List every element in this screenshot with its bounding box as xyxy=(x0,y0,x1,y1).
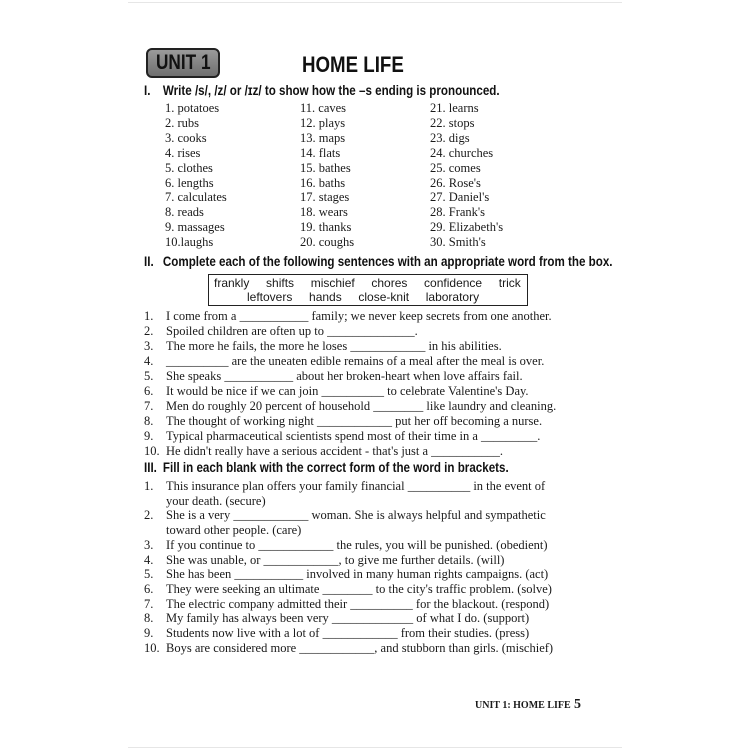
sentence-line xyxy=(144,567,548,582)
running-head: UNIT 1: HOME LIFE xyxy=(475,700,571,711)
word-item: 25. comes xyxy=(430,160,481,175)
sentence-line xyxy=(144,309,552,324)
word-item: 30. Smith's xyxy=(430,235,486,250)
word-item: 19. thanks xyxy=(300,220,352,235)
sentence-text: I come from a ___________ family; we never keep secrets from one another. xyxy=(166,309,552,323)
section-2-heading xyxy=(144,254,613,269)
section-instruction: Write /s/, /z/ or /ɪz/ to show how the –s ending is pronounced. xyxy=(162,83,500,98)
sentence-line xyxy=(144,523,301,538)
sentence-text: The thought of working night ____________ put her off becoming a nurse. xyxy=(166,414,543,428)
sentence-line xyxy=(144,494,266,509)
word-item: 23. digs xyxy=(430,130,470,145)
word-item: 4. rises xyxy=(165,145,201,160)
sentence-text: The more he fails, the more he loses ____________ in his abilities. xyxy=(166,339,502,353)
word-item: 21. learns xyxy=(430,101,479,115)
unit-badge xyxy=(146,48,220,78)
sentence-line xyxy=(144,324,418,339)
item-number: 10. xyxy=(144,444,160,458)
sentence-text: They were seeking an ultimate ________ to the city's traffic problem. (solve) xyxy=(166,581,552,596)
section-3-heading xyxy=(144,460,509,475)
sentence-text: toward other people. (care) xyxy=(166,523,302,538)
sentence-line xyxy=(144,626,529,641)
word-item: 29. Elizabeth's xyxy=(430,220,504,235)
word-item: 11. caves xyxy=(300,101,347,115)
sentence-line xyxy=(144,414,542,429)
page-title: HOME LIFE xyxy=(302,52,404,77)
word-item: 2. rubs xyxy=(165,115,200,130)
page-top-edge xyxy=(128,2,622,3)
word-item: 20. coughs xyxy=(300,235,355,250)
item-number: 3. xyxy=(144,339,154,353)
sentence-text: She has been ___________ involved in many human rights campaigns. (act) xyxy=(166,567,549,582)
item-number: 5. xyxy=(144,567,154,582)
sentence-text: Spoiled children are often up to ______________. xyxy=(166,324,418,338)
item-number: 6. xyxy=(144,384,154,398)
item-number: 8. xyxy=(144,611,154,626)
sentence-line xyxy=(144,354,544,369)
sentence-text: She speaks ___________ about her broken-heart when love affairs fail. xyxy=(166,369,523,383)
sentence-text: My family has always been very _____________ of what I do. (support) xyxy=(166,611,530,626)
word-item: 15. bathes xyxy=(300,160,351,175)
word-item: 24. churches xyxy=(430,145,494,160)
word-item: 12. plays xyxy=(300,115,346,130)
sentence-line xyxy=(144,582,552,597)
sentence-line xyxy=(144,479,545,494)
section-number: I. xyxy=(144,83,151,98)
section-1-heading xyxy=(144,83,500,98)
item-number: 9. xyxy=(144,626,154,640)
sentence-text: The electric company admitted their __________ for the blackout. (respond) xyxy=(166,596,550,611)
sentence-line xyxy=(144,429,540,444)
word-item: 27. Daniel's xyxy=(430,190,490,205)
word-item: 3. cooks xyxy=(165,130,207,145)
sentence-text: This insurance plan offers your family financial __________ in the event of xyxy=(166,479,546,493)
word-item: 22. stops xyxy=(430,115,475,130)
word-item: 9. massages xyxy=(165,220,225,235)
item-number: 2. xyxy=(144,324,154,338)
word-item: 1. potatoes xyxy=(165,101,220,115)
sentence-line xyxy=(144,641,553,656)
sentence-line xyxy=(144,611,529,626)
sentence-text: She was unable, or ____________, to give me further details. (will) xyxy=(166,552,505,567)
item-number: 10. xyxy=(144,640,160,655)
section-number: II. xyxy=(144,254,154,269)
sentence-line xyxy=(144,399,556,414)
word-item: 10.laughs xyxy=(165,235,214,250)
word-item: 28. Frank's xyxy=(430,205,486,220)
sentence-line xyxy=(144,369,523,384)
word-item: 18. wears xyxy=(300,205,348,220)
sentence-line xyxy=(144,508,546,523)
word-item: 8. reads xyxy=(165,205,204,220)
word-item: 13. maps xyxy=(300,130,346,145)
word-item: 26. Rose's xyxy=(430,175,481,190)
word-item: 14. flats xyxy=(300,145,341,160)
item-number: 9. xyxy=(144,429,154,443)
word-item: 5. clothes xyxy=(165,160,213,175)
sentence-text: Men do roughly 20 percent of household ________ like laundry and cleaning. xyxy=(166,399,557,413)
item-number: 7. xyxy=(144,399,154,413)
word-box-row-1: frankly shifts mischief chores confidence trick xyxy=(214,276,521,290)
item-number: 1. xyxy=(144,479,154,493)
section-number: III. xyxy=(144,460,157,475)
sentence-line xyxy=(144,339,502,354)
sentence-line xyxy=(144,384,529,399)
sentence-line xyxy=(144,553,504,568)
sentence-text: your death. (secure) xyxy=(166,493,266,508)
item-number: 2. xyxy=(144,508,154,523)
sentence-text: __________ are the uneaten edible remains of a meal after the meal is over. xyxy=(166,354,545,368)
word-item: 17. stages xyxy=(300,190,350,205)
sentence-text: Students now live with a lot of ____________ from their studies. (press) xyxy=(166,626,530,640)
item-number: 3. xyxy=(144,537,154,552)
word-box-row-2: leftovers hands close-knit laboratory xyxy=(247,290,480,304)
sentence-text: He didn't really have a serious accident - that's just a ___________. xyxy=(166,444,504,458)
section-instruction: Complete each of the following sentences with an appropriate word from the box. xyxy=(162,254,613,269)
word-item: 16. baths xyxy=(300,175,346,190)
sentence-line xyxy=(144,538,548,553)
sentence-line xyxy=(144,597,549,612)
unit-label: UNIT 1 xyxy=(155,51,211,74)
sentence-text: She is a very ____________ woman. She is always helpful and sympathetic xyxy=(166,508,546,523)
sentence-text: Typical pharmaceutical scientists spend most of their time in a _________. xyxy=(166,429,541,443)
sentence-text: Boys are considered more ____________, and stubborn than girls. (mischief) xyxy=(166,640,554,655)
page-number: 5 xyxy=(574,697,581,712)
item-number: 1. xyxy=(144,309,154,323)
item-number: 4. xyxy=(144,552,154,567)
section-instruction: Fill in each blank with the correct form of the word in brackets. xyxy=(162,460,509,475)
sentence-line xyxy=(144,444,503,459)
sentence-text: It would be nice if we can join __________ to celebrate Valentine's Day. xyxy=(166,384,529,398)
item-number: 4. xyxy=(144,354,154,368)
sentence-text: If you continue to ____________ the rules, you will be punished. (obedient) xyxy=(166,537,548,552)
item-number: 6. xyxy=(144,581,154,596)
word-box xyxy=(208,274,528,306)
word-item: 7. calculates xyxy=(165,190,227,205)
item-number: 8. xyxy=(144,414,154,428)
word-item: 6. lengths xyxy=(165,175,214,190)
item-number: 5. xyxy=(144,369,154,383)
page-bottom-edge xyxy=(128,747,622,748)
item-number: 7. xyxy=(144,596,154,611)
